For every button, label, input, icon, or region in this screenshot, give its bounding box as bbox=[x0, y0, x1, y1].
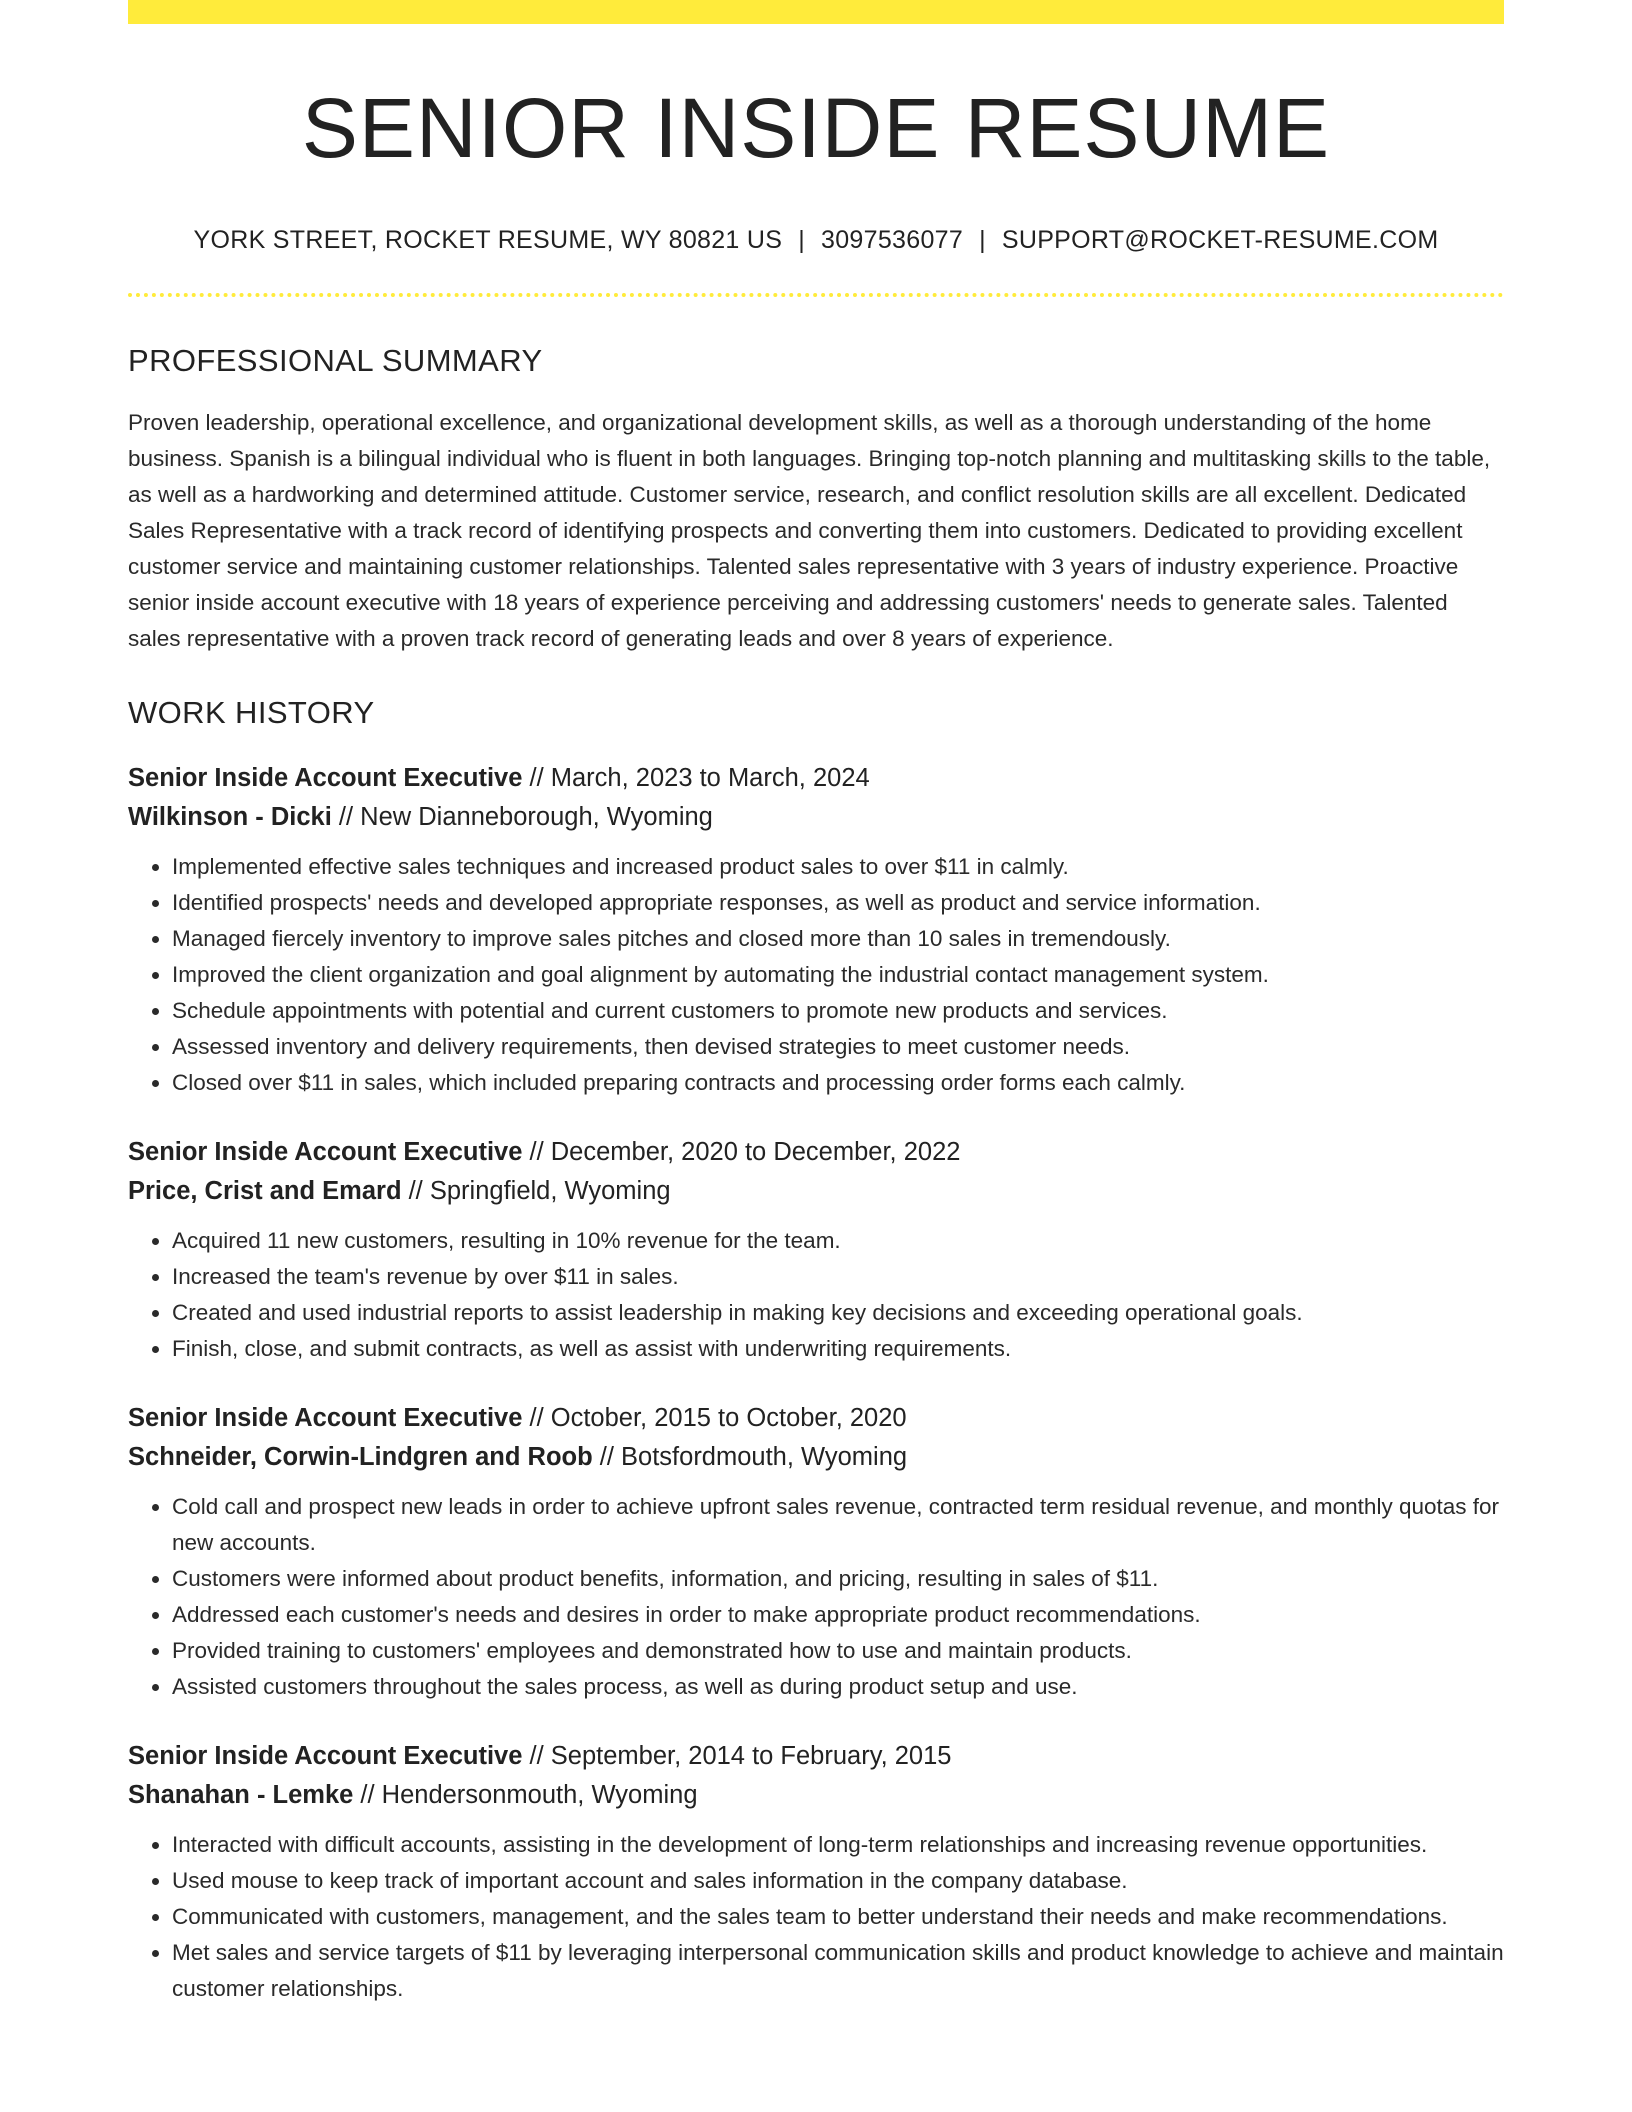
job-bullet: • Improved the client organization and goal alignment by automating the industrial contact management system. bbox=[172, 957, 1504, 993]
job-company-line bbox=[128, 1776, 1504, 1815]
summary-heading: PROFESSIONAL SUMMARY bbox=[128, 343, 543, 379]
contact-phone: 3097536077 bbox=[821, 226, 964, 255]
job-bullet: • Met sales and service targets of $11 by leveraging interpersonal communication skills and product knowledge to achieve and maintain customer relationships. bbox=[172, 1935, 1504, 2007]
job-bullet: • Created and used industrial reports to assist leadership in making key decisions and exceeding operational goals. bbox=[172, 1295, 1504, 1331]
job-bullet: • Addressed each customer's needs and desires in order to make appropriate product recommendations. bbox=[172, 1597, 1504, 1633]
summary-text: Proven leadership, operational excellence, and organizational development skills, as well as a thorough understanding of the home business. Spanish is a bilingual individual who is fluent in both languages. Bringing top-notch planning and multitasking skills to the table, as well as a hardworking and determined attitude. Customer service, research, and conflict resolution skills are all excellent. Dedicated Sales Representative with a track record of identifying prospects and converting them into customers. Dedicated to providing excellent customer service and maintaining customer relationships. Talented sales representative with 3 years of industry experience. Proactive senior inside account executive with 18 years of experience perceiving and addressing customers' needs to generate sales. Talented sales representative with a proven track record of generating leads and over 8 years of experience. bbox=[128, 410, 1491, 652]
job-bullet: • Assisted customers throughout the sales process, as well as during product setup and use. bbox=[172, 1669, 1504, 1705]
job-company: Schneider, Corwin-Lindgren and Roob bbox=[128, 1443, 593, 1472]
job-location: // Hendersonmouth, Wyoming bbox=[353, 1781, 698, 1810]
contact-line bbox=[128, 226, 1504, 255]
job-location: // Springfield, Wyoming bbox=[401, 1177, 671, 1206]
dotted-divider bbox=[128, 293, 1504, 297]
job-dates: // October, 2015 to October, 2020 bbox=[522, 1404, 907, 1433]
job-bullet: • Customers were informed about product benefits, information, and pricing, resulting in sales of $11. bbox=[172, 1561, 1504, 1597]
job-bullet: • Cold call and prospect new leads in order to achieve upfront sales revenue, contracted term residual revenue, and monthly quotas for new accounts. bbox=[172, 1489, 1504, 1561]
job-role: Senior Inside Account Executive bbox=[128, 1404, 523, 1433]
job-company-line bbox=[128, 1438, 1504, 1477]
job-bullet: • Acquired 11 new customers, resulting in 10% revenue for the team. bbox=[172, 1223, 1504, 1259]
job-bullet: • Provided training to customers' employees and demonstrated how to use and maintain products. bbox=[172, 1633, 1504, 1669]
job-bullets bbox=[128, 1489, 1504, 1705]
job-bullet: • Increased the team's revenue by over $11 in sales. bbox=[172, 1259, 1504, 1295]
job-entry bbox=[128, 759, 1504, 1101]
contact-address: YORK STREET, ROCKET RESUME, WY 80821 US bbox=[193, 226, 783, 255]
job-bullet: • Managed fiercely inventory to improve sales pitches and closed more than 10 sales in tremendously. bbox=[172, 921, 1504, 957]
job-company-line bbox=[128, 1172, 1504, 1211]
job-role: Senior Inside Account Executive bbox=[128, 764, 523, 793]
job-role: Senior Inside Account Executive bbox=[128, 1742, 523, 1771]
accent-top-bar bbox=[128, 0, 1504, 24]
job-dates: // September, 2014 to February, 2015 bbox=[522, 1742, 952, 1771]
job-bullet: • Used mouse to keep track of important account and sales information in the company database. bbox=[172, 1863, 1504, 1899]
job-bullets bbox=[128, 1223, 1504, 1367]
contact-separator: | bbox=[979, 226, 986, 255]
resume-title: SENIOR INSIDE RESUME bbox=[301, 81, 1331, 175]
job-role: Senior Inside Account Executive bbox=[128, 1138, 523, 1167]
job-dates: // March, 2023 to March, 2024 bbox=[522, 764, 870, 793]
job-role-line bbox=[128, 759, 1504, 798]
job-role-line bbox=[128, 1133, 1504, 1172]
resume-page bbox=[128, 0, 1504, 2007]
work-history-list bbox=[128, 759, 1504, 2007]
job-entry bbox=[128, 1737, 1504, 2007]
job-bullet: • Assessed inventory and delivery requirements, then devised strategies to meet customer needs. bbox=[172, 1029, 1504, 1065]
job-entry bbox=[128, 1399, 1504, 1705]
job-company: Wilkinson - Dicki bbox=[128, 803, 332, 832]
job-entry bbox=[128, 1133, 1504, 1367]
job-role-line bbox=[128, 1737, 1504, 1776]
job-company: Shanahan - Lemke bbox=[128, 1781, 354, 1810]
job-location: // Botsfordmouth, Wyoming bbox=[592, 1443, 908, 1472]
job-bullet: • Identified prospects' needs and developed appropriate responses, as well as product and service information. bbox=[172, 885, 1504, 921]
job-location: // New Dianneborough, Wyoming bbox=[331, 803, 713, 832]
job-bullet: • Implemented effective sales techniques and increased product sales to over $11 in calmly. bbox=[172, 849, 1504, 885]
job-company: Price, Crist and Emard bbox=[128, 1177, 402, 1206]
job-role-line bbox=[128, 1399, 1504, 1438]
job-bullets bbox=[128, 1827, 1504, 2007]
job-company-line bbox=[128, 798, 1504, 837]
job-bullet: • Closed over $11 in sales, which included preparing contracts and processing order forms each calmly. bbox=[172, 1065, 1504, 1101]
contact-separator: | bbox=[798, 226, 806, 255]
job-bullet: • Communicated with customers, management, and the sales team to better understand their needs and make recommendations. bbox=[172, 1899, 1504, 1935]
job-bullet: • Interacted with difficult accounts, assisting in the development of long-term relationships and increasing revenue opportunities. bbox=[172, 1827, 1504, 1863]
job-bullets bbox=[128, 849, 1504, 1101]
job-bullet: • Schedule appointments with potential and current customers to promote new products and services. bbox=[172, 993, 1504, 1029]
job-bullet: • Finish, close, and submit contracts, as well as assist with underwriting requirements. bbox=[172, 1331, 1504, 1367]
work-history-heading: WORK HISTORY bbox=[128, 695, 375, 731]
job-dates: // December, 2020 to December, 2022 bbox=[522, 1138, 961, 1167]
contact-email: SUPPORT@ROCKET-RESUME.COM bbox=[1001, 226, 1439, 255]
